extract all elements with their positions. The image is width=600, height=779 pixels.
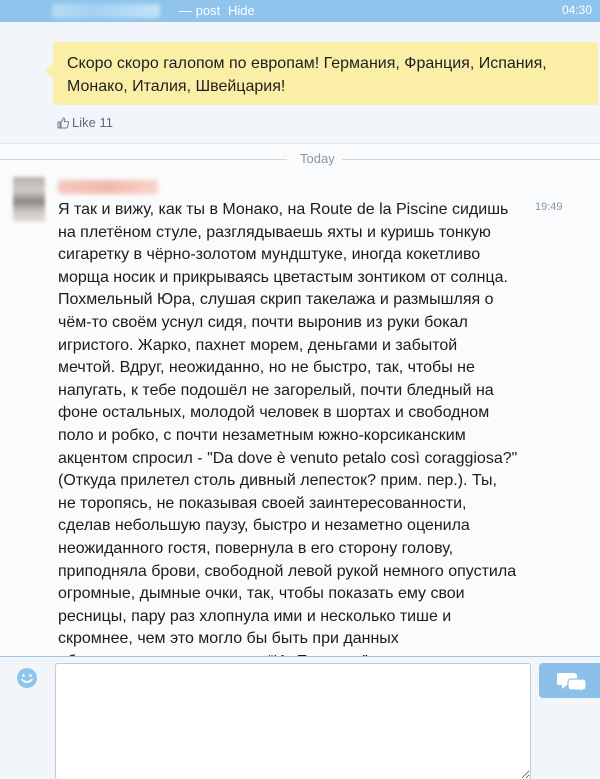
separator-line-left — [0, 159, 287, 160]
hide-button[interactable]: Hide — [228, 3, 255, 18]
day-separator — [0, 150, 600, 168]
top-bar — [0, 0, 600, 22]
message-time: 19:49 — [535, 201, 563, 213]
like-button[interactable] — [57, 115, 113, 130]
send-button[interactable] — [539, 663, 600, 698]
message-text: Я так и вижу, как ты в Монако, на Route de la Piscine сидишь на плетёном стуле, разглядываешь яхты и куришь тонкую сигаретку в чёрно-золотом мундштуке, иногда кокетливо морща носик и прикрываясь цветастым зонтиком от солнца. Похмельный Юра, слушая скрип такелажа и размышляя о чём-то своём уснул сидя, почти выронив из руки бокал игристого. Жарко, пахнет морем, деньгами и забытой мечтой. Вдруг, неожиданно, но не быстро, так, чтобы не напугать, к тебе подошёл не загорелый, почти бледный на фоне остальных, молодой человек в шортах и свободном поло и робко, с почти незаметным южно-корсиканским акцентом спросил - "Da dove è venuto petalo così coraggiosa?" (Откуда прилетел столь дивный лепесток? прим. пер.). Ты, не торопясь, не показывая своей заинтересованности, сделав небольшую паузу, быстро и незаметно оценила неожиданного гостя, повернула в его сторону голову, приподняла брови, свободной левой рукой немного опустила огромные, дымные очки, так, чтобы показать ему свои ресницы, пару раз хлопнула ими и несколько тише и скромнее, чем это могло бы быть при данных — [58, 201, 518, 648]
separator-line-right — [342, 159, 600, 160]
separator-label: Today — [300, 151, 335, 166]
post-block — [0, 22, 600, 144]
avatar[interactable] — [13, 177, 45, 222]
composer — [0, 656, 600, 779]
blurred-author-name — [52, 4, 160, 18]
blurred-sender-name — [58, 180, 158, 194]
post-bubble: Скоро скоро галопом по европам! Германия, Франция, Испания, Монако, Италия, Швейцария! — [53, 42, 598, 105]
message-input[interactable] — [55, 663, 531, 779]
post-label: — post — [179, 3, 221, 18]
status-time: 04:30 — [561, 3, 592, 17]
like-count-label: Like 11 — [72, 115, 113, 130]
thumbs-up-icon — [57, 117, 69, 129]
chat-bubbles-icon — [557, 670, 587, 692]
smiley-icon[interactable] — [16, 667, 38, 689]
